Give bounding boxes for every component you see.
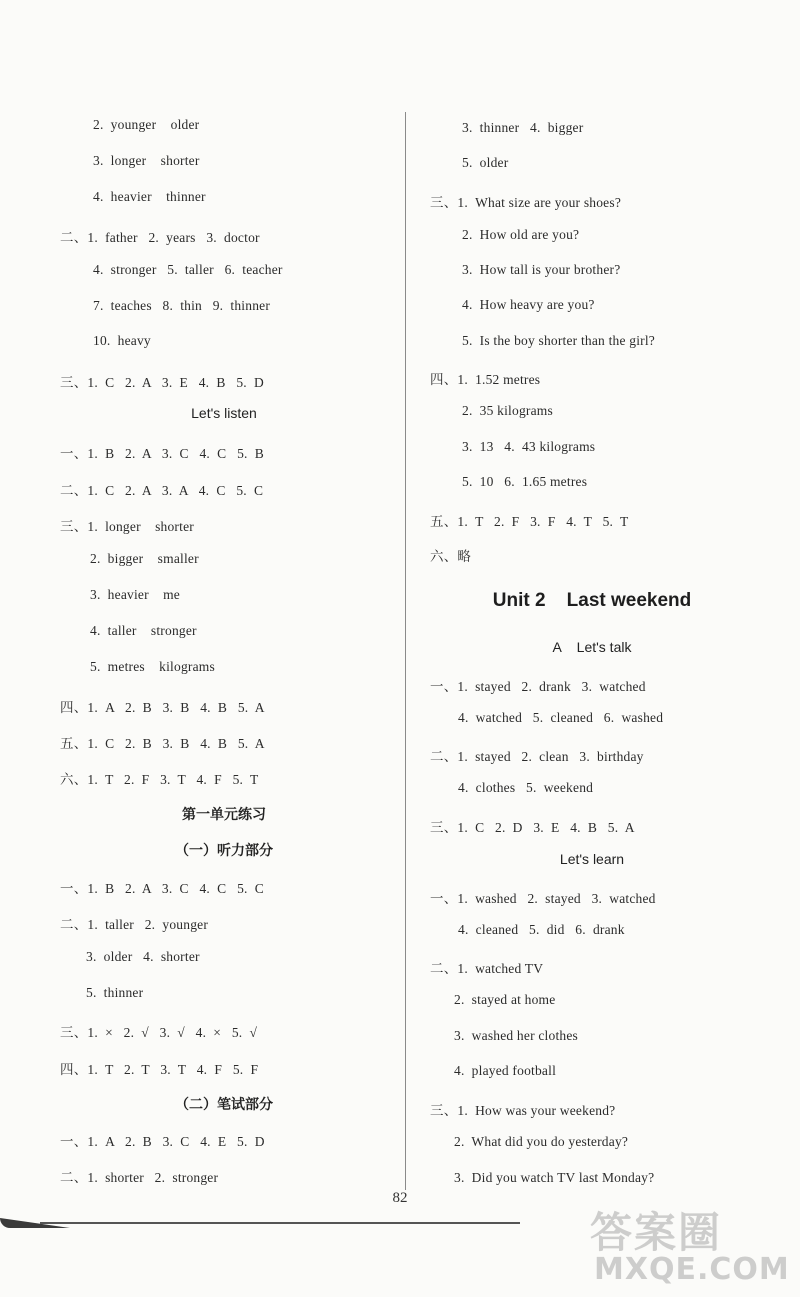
answer-line: 2. 35 kilograms	[462, 403, 553, 418]
answer-line: 二、1. father 2. years 3. doctor	[60, 230, 260, 245]
answer-line: 一、1. A 2. B 3. C 4. E 5. D	[60, 1134, 265, 1149]
answer-line: 一、1. B 2. A 3. C 4. C 5. C	[60, 881, 264, 896]
section-heading-lets-talk: A Let's talk	[552, 639, 632, 655]
section-heading-unit-one-practice: 第一单元练习	[182, 807, 266, 823]
answer-line: 四、1. T 2. T 3. T 4. F 5. F	[60, 1062, 259, 1077]
answer-line: 五、1. T 2. F 3. F 4. T 5. T	[430, 514, 629, 529]
bottom-rule	[0, 1218, 520, 1228]
answer-line: 一、1. B 2. A 3. C 4. C 5. B	[60, 446, 264, 461]
answer-line: 2. bigger smaller	[90, 551, 199, 566]
answer-line: 三、1. longer shorter	[60, 519, 194, 534]
answer-line: 3. How tall is your brother?	[462, 262, 621, 277]
answer-line: 三、1. How was your weekend?	[430, 1103, 616, 1118]
answer-line: 4. clothes 5. weekend	[458, 780, 594, 795]
answer-line: 2. What did you do yesterday?	[454, 1134, 629, 1149]
answer-line: 4. taller stronger	[90, 623, 197, 638]
unit-title: Unit 2 Last weekend	[492, 590, 692, 611]
answer-line: 3. longer shorter	[93, 153, 200, 168]
answer-line: 二、1. stayed 2. clean 3. birthday	[430, 749, 644, 764]
answer-line: 5. older	[462, 155, 509, 170]
answer-line: 五、1. C 2. B 3. B 4. B 5. A	[60, 736, 265, 751]
answer-line: 3. older 4. shorter	[86, 949, 200, 964]
section-heading-lets-learn: Let's learn	[559, 851, 625, 867]
answer-line: 3. Did you watch TV last Monday?	[454, 1170, 655, 1185]
answer-line: 2. stayed at home	[454, 992, 556, 1007]
answer-line: 4. heavier thinner	[93, 189, 206, 204]
answer-line: 3. washed her clothes	[454, 1028, 578, 1043]
answer-line: 六、略	[430, 549, 472, 564]
answer-line: 3. thinner 4. bigger	[462, 120, 584, 135]
answer-line: 2. younger older	[93, 117, 200, 132]
answer-line: 一、1. stayed 2. drank 3. watched	[430, 679, 646, 694]
answer-line: 三、1. What size are your shoes?	[430, 195, 622, 210]
answer-line: 4. cleaned 5. did 6. drank	[458, 922, 625, 937]
answer-line: 3. heavier me	[90, 587, 180, 602]
answer-line: 二、1. taller 2. younger	[60, 917, 209, 932]
answer-line: 六、1. T 2. F 3. T 4. F 5. T	[60, 772, 259, 787]
answer-line: 四、1. A 2. B 3. B 4. B 5. A	[60, 700, 265, 715]
answer-line: 5. metres kilograms	[90, 659, 215, 674]
answer-line: 2. How old are you?	[462, 227, 580, 242]
watermark	[580, 1200, 790, 1295]
answer-line: 7. teaches 8. thin 9. thinner	[93, 298, 271, 313]
answer-line: 4. watched 5. cleaned 6. washed	[458, 710, 664, 725]
answer-line: 5. Is the boy shorter than the girl?	[462, 333, 655, 348]
answer-line: 三、1. C 2. A 3. E 4. B 5. D	[60, 375, 264, 390]
page-number: 82	[392, 1190, 408, 1206]
answer-line: 3. 13 4. 43 kilograms	[462, 439, 596, 454]
answer-line: 二、1. watched TV	[430, 961, 544, 976]
answer-line: 4. played football	[454, 1063, 557, 1078]
answer-line: 三、1. C 2. D 3. E 4. B 5. A	[430, 820, 635, 835]
answer-line: 5. 10 6. 1.65 metres	[462, 474, 588, 489]
watermark-url: MXQE.COM	[594, 1252, 790, 1287]
section-heading-written: （二）笔试部分	[175, 1097, 273, 1113]
section-heading-listening: （一）听力部分	[175, 843, 273, 859]
answer-line: 10. heavy	[93, 333, 151, 348]
column-divider	[405, 112, 406, 1190]
bottom-rule-bar	[40, 1222, 520, 1224]
answer-line: 5. thinner	[86, 985, 144, 1000]
answer-line: 三、1. × 2. √ 3. √ 4. × 5. √	[60, 1025, 258, 1040]
answer-line: 4. How heavy are you?	[462, 297, 595, 312]
watermark-logo: 答案圈	[590, 1208, 723, 1257]
answer-line: 4. stronger 5. taller 6. teacher	[93, 262, 283, 277]
answer-line: 二、1. shorter 2. stronger	[60, 1170, 219, 1185]
section-heading-lets-listen: Let's listen	[191, 405, 257, 421]
answer-line: 二、1. C 2. A 3. A 4. C 5. C	[60, 483, 264, 498]
answer-line: 四、1. 1.52 metres	[430, 372, 541, 387]
answer-line: 一、1. washed 2. stayed 3. watched	[430, 891, 656, 906]
